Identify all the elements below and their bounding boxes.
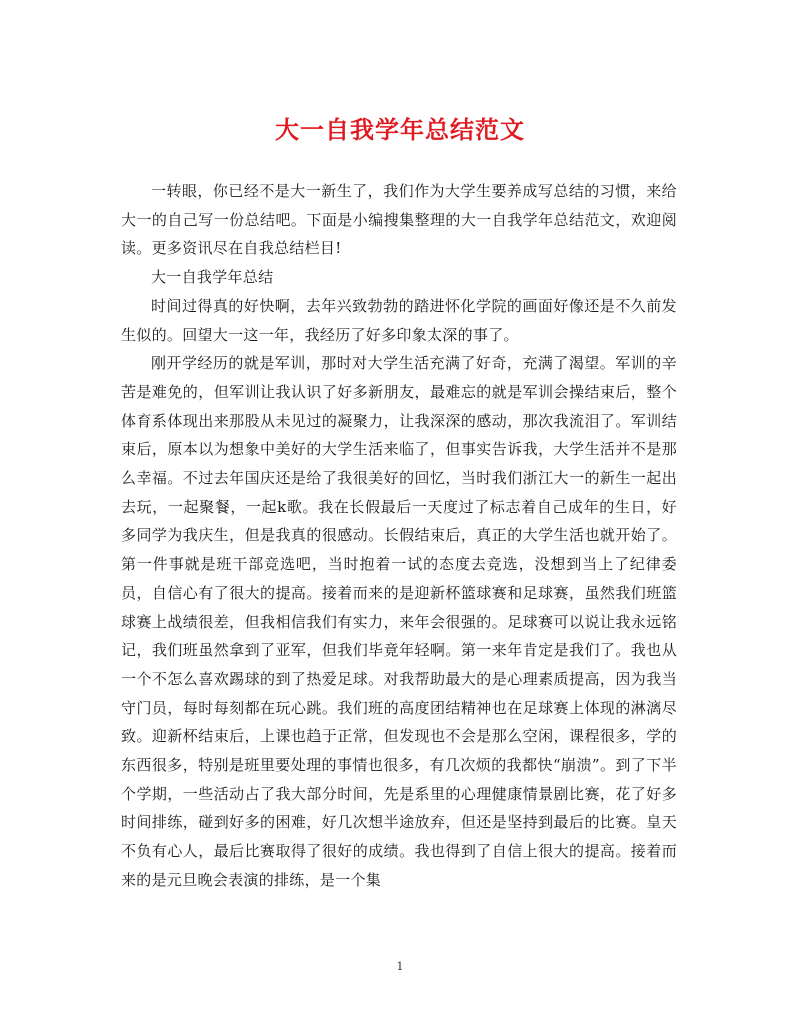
body-paragraph: 时间过得真的好快啊，去年兴致勃勃的踏进怀化学院的画面好像还是不久前发生似的。回望大一这一年，我经历了好多印象太深的事了。 bbox=[121, 296, 677, 344]
page-number: 1 bbox=[396, 960, 404, 973]
section-heading: 大一自我学年总结 bbox=[151, 268, 274, 287]
document-body bbox=[121, 177, 677, 895]
body-paragraph: 刚开学经历的就是军训，那时对大学生活充满了好奇，充满了渴望。军训的辛苦是难免的，但军训让我认识了好多新朋友，最难忘的就是军训会操结束后，整个体育系体现出来那股从未见过的凝聚力，让我深深的感动，那次我流泪了。军训结束后，原本以为想象中美好的大学生活来临了，但事实告诉我，大学生活并不是那么幸福。不过去年国庆还是给了我很美好的回忆，当时我们浙江大一的新生一起出去玩，一起聚餐，一起k歌。我在长假最后一天度过了标志着自己成年的生日，好多同学为我庆生，但是我真的很感动。长假结束后，真正的大学生活也就开始了。第一件事就是班干部竞选吧，当时抱着一试的态度去竞选，没想到当上了纪律委员，自信心有了很大的提高。接着而来的是迎新杯篮球赛和足球赛，虽然我们班篮球赛上战绩很差，但我相信我们有实力，来年会很强的。足球赛可以说让我永远铭记，我们班虽然拿到了亚军，但我们毕竟年轻啊。第一来年肯定是我们了。我也从一个不怎么喜欢踢球的到了热爱足球。对我帮助最大的是心理素质提高，因为我当守门员，每时每刻都在玩心跳。我们班的高度团结精神也在足球赛上体现的淋漓尽致。迎新杯结束后，上课也趋于正常，但发现也不会是那么空闲，课程很多，学的东西很多，特别是班里要处理的事情也很多，有几次烦的我都快“崩溃”。到了下半个学期，一些活动占了我大部分时间，先是系里的心理健康情景剧比赛，花了好多时间排练，碰到好多的困难，好几次想半途放弃，但还是坚持到最后的比赛。皇天不负有心人，最后比赛取得了很好的成绩。我也得到了自信上很大的提高。接着而来的是元旦晚会表演的排练，是一个集 bbox=[121, 354, 677, 889]
intro-paragraph: 一转眼，你已经不是大一新生了，我们作为大学生要养成写总结的习惯，来给大一的自己写一份总结吧。下面是小编搜集整理的大一自我学年总结范文，欢迎阅读。更多资讯尽在自我总结栏目! bbox=[121, 182, 677, 258]
page-title: 大一自我学年总结范文 bbox=[275, 115, 525, 144]
